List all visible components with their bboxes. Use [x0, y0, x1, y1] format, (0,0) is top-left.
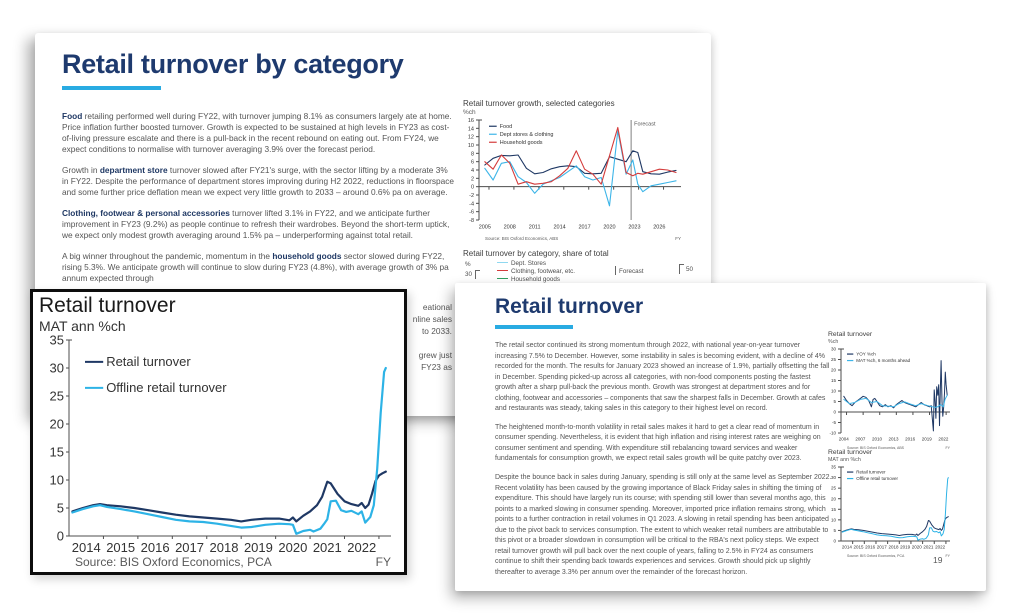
- svg-text:Retail turnover: Retail turnover: [106, 354, 191, 369]
- svg-text:-5: -5: [831, 420, 836, 426]
- svg-text:2022: 2022: [938, 436, 949, 442]
- svg-text:5: 5: [833, 528, 836, 534]
- y-tick: 30: [465, 271, 473, 278]
- paragraph-clothing: Clothing, footwear & personal accessories turnover lifted 3.1% in FY22, and we anticipate further improvement in FY23 (9.2%) as people continue to refresh their wardrobes. Beyond the short-term uptick, we expect only modest growth averaging around 1.5% pa – underperforming against total retail.: [62, 208, 450, 240]
- svg-text:2017: 2017: [175, 540, 204, 555]
- legend-item: Dept. Stores: [497, 260, 575, 268]
- svg-text:0: 0: [470, 184, 474, 191]
- svg-text:2021: 2021: [312, 540, 342, 555]
- svg-text:2014: 2014: [71, 540, 101, 555]
- title-underline: [62, 86, 161, 90]
- svg-text:Source: BIS Oxford Economics,: Source: BIS Oxford Economics, PCA: [847, 554, 905, 558]
- svg-text:15: 15: [830, 506, 836, 512]
- svg-text:14: 14: [467, 126, 474, 133]
- svg-text:FY: FY: [375, 555, 391, 568]
- paragraph: The retail sector continued its strong momentum through 2022, with national year-on-year turnover increasing 7.5% to December. However, some instability in sales is becoming evident, with a decline of 4% recorded for the month. The results for January 2023 showed an increase of 1.9%, partially offsetting the fall in December. Spending picked-up across all categories, with non-food components posting the fastest growth after a sharp pull-back the previous month. Growth was strongest at department stores and for clothing, footwear and accessories – components that saw the sharpest falls in December. Growth at cafes and restaurants was steady, taking sales in this category to their highest level on record.: [495, 342, 830, 413]
- svg-text:2008: 2008: [503, 224, 516, 231]
- svg-text:8: 8: [470, 151, 474, 158]
- paragraph: Despite the bounce back in sales during January, spending is still only at the same level as September 2022. Recent volatility has been caused by the growing importance of Black Friday sales in shifting the timing of expenditure. This should have largely run its course; with spending still lower than several months ago, this points to a marked slowing in consumer spending. Moreover, imported price inflation remains strong, which points to a further contraction in retail volumes in Q1 2023. A slowing in retail spending has been anticipated due to the pivot back to services consumption. The extent to which weaker retail numbers are attributable to this pivot or a broader slowdown in consumption will be critical to the RBA's next policy steps. We expect retail turnover growth will pull back over the next couple of years, falling to 2.5% in FY24 as consumers continue to shift their spending back towards experiences and services. Growth should pick up slightly thereafter to average 3.3% per annum over the remainder of the forecast horizon.: [495, 474, 832, 576]
- svg-text:2011: 2011: [528, 224, 541, 231]
- svg-text:-8: -8: [469, 217, 474, 224]
- svg-text:2015: 2015: [106, 540, 136, 555]
- svg-text:2014: 2014: [553, 224, 566, 231]
- svg-text:2: 2: [470, 176, 474, 183]
- svg-text:-2: -2: [469, 192, 474, 199]
- svg-text:2022: 2022: [935, 544, 946, 550]
- chart-retail-turnover-mat: [828, 449, 964, 559]
- right-axis-tick: 50: [679, 264, 693, 274]
- chart-y-unit: MAT ann %ch: [39, 318, 126, 334]
- svg-text:4: 4: [470, 167, 474, 174]
- y-unit: %: [465, 261, 471, 268]
- svg-text:Source: BIS Oxford Economics,: Source: BIS Oxford Economics, ABS: [485, 236, 559, 241]
- svg-text:25: 25: [49, 388, 64, 404]
- svg-text:Offline retail turnover: Offline retail turnover: [106, 380, 227, 395]
- svg-text:2014: 2014: [841, 544, 852, 550]
- svg-text:10: 10: [830, 517, 836, 523]
- svg-text:2017: 2017: [578, 224, 591, 231]
- text-fragment: eational: [422, 302, 452, 312]
- svg-text:35: 35: [830, 464, 836, 470]
- svg-text:0: 0: [56, 528, 64, 544]
- svg-text:2020: 2020: [603, 224, 616, 231]
- chart-title: Retail turnover by category, share of total: [463, 249, 609, 258]
- chart-title: Retail turnover: [39, 294, 176, 317]
- svg-text:2020: 2020: [911, 544, 922, 550]
- page-retail-turnover: [455, 283, 986, 591]
- svg-text:25: 25: [830, 357, 836, 363]
- svg-text:10: 10: [467, 142, 474, 149]
- svg-text:Offline retail turnover: Offline retail turnover: [856, 476, 898, 481]
- text-fragment: to 2033.: [422, 326, 452, 337]
- svg-text:25: 25: [830, 485, 836, 491]
- chart-retail-turnover-growth-selected-categories: [463, 99, 705, 242]
- chart-y-unit: %ch: [828, 339, 839, 345]
- body-text: [62, 111, 454, 294]
- svg-text:35: 35: [49, 334, 64, 348]
- legend-item: Household goods: [497, 276, 575, 284]
- axis-cap-icon: [475, 270, 480, 279]
- chart-retail-turnover-yoy: [828, 331, 964, 451]
- chart-y-unit: %ch: [463, 109, 476, 116]
- svg-text:Food: Food: [499, 124, 513, 130]
- chart-legend: [497, 260, 575, 284]
- forecast-line-icon: [615, 266, 616, 275]
- svg-text:30: 30: [830, 346, 836, 352]
- svg-text:2019: 2019: [243, 540, 273, 555]
- svg-text:15: 15: [830, 378, 836, 384]
- svg-text:2007: 2007: [855, 436, 866, 442]
- svg-text:2010: 2010: [871, 436, 882, 442]
- svg-text:FY: FY: [945, 446, 950, 450]
- enlarged-chart-panel: [30, 289, 407, 575]
- svg-text:2019: 2019: [921, 436, 932, 442]
- line-chart-enlarged: [33, 334, 401, 568]
- svg-text:5: 5: [833, 399, 836, 405]
- svg-text:2018: 2018: [888, 544, 899, 550]
- paragraph-household-goods: A big winner throughout the pandemic, momentum in the household goods sector slowed during FY22, rising 5.3%. We anticipate growth will continue to slow during FY23 (4.8%), with average growth of 3% pa annum expected through: [62, 251, 449, 283]
- chart-title: Retail turnover: [828, 449, 873, 456]
- legend-swatch-icon: [497, 278, 508, 279]
- svg-text:10: 10: [830, 388, 836, 394]
- svg-text:2018: 2018: [209, 540, 239, 555]
- body-text: [495, 341, 832, 586]
- text-fragment: nline sales: [412, 314, 452, 325]
- paragraph: The heightened month-to-month volatility in retail sales makes it hard to get a clear read of momentum in consumer spending. Nevertheless, it is evident that high inflation and rising interest rates are weighing on consumer sentiment and spending. With expenditure still rebalancing toward services and weaker fundamentals for consumption growth, we expect retail sales growth will be quite patchy over 2023.: [495, 423, 821, 463]
- legend-item: Clothing, footwear, etc.: [497, 268, 575, 276]
- text-fragment: FY23 as: [421, 361, 452, 372]
- line-chart: [828, 345, 958, 451]
- svg-text:2019: 2019: [900, 544, 911, 550]
- svg-text:6: 6: [470, 159, 474, 166]
- svg-text:2015: 2015: [853, 544, 864, 550]
- svg-text:Retail turnover: Retail turnover: [856, 469, 886, 475]
- chart-title: Retail turnover growth, selected categories: [463, 99, 615, 108]
- svg-text:-4: -4: [469, 201, 474, 208]
- svg-text:10: 10: [49, 472, 64, 488]
- svg-text:FY: FY: [675, 236, 681, 241]
- svg-text:Dept stores & clothing: Dept stores & clothing: [499, 132, 554, 138]
- svg-text:15: 15: [49, 444, 64, 460]
- line-chart: [828, 463, 958, 559]
- text-fragment: grew just: [418, 349, 452, 360]
- svg-text:20: 20: [830, 367, 836, 373]
- svg-text:20: 20: [49, 416, 64, 432]
- svg-text:-6: -6: [469, 209, 474, 216]
- svg-text:2022: 2022: [347, 540, 377, 555]
- svg-text:30: 30: [49, 360, 64, 376]
- svg-text:2005: 2005: [478, 224, 491, 231]
- page-title: Retail turnover: [495, 295, 644, 318]
- legend-swatch-icon: [497, 270, 508, 271]
- page-number: 19: [933, 555, 943, 565]
- svg-text:2021: 2021: [923, 544, 934, 550]
- svg-text:2004: 2004: [838, 436, 849, 442]
- svg-text:2013: 2013: [888, 436, 899, 442]
- svg-text:MAT %ch, 6 months ahead: MAT %ch, 6 months ahead: [856, 358, 911, 363]
- line-chart: [463, 116, 695, 242]
- legend-swatch-icon: [497, 262, 508, 263]
- svg-text:Household goods: Household goods: [499, 140, 543, 146]
- chart-title: Retail turnover: [828, 331, 873, 338]
- svg-text:2016: 2016: [865, 544, 876, 550]
- svg-text:0: 0: [833, 409, 836, 415]
- svg-text:16: 16: [467, 117, 474, 124]
- svg-text:2026: 2026: [653, 224, 666, 231]
- svg-text:YOY %ch: YOY %ch: [856, 351, 876, 357]
- title-underline: [495, 325, 573, 329]
- paragraph-department-store: Growth in department store turnover slowed after FY21's surge, with the sector lifting by a moderate 3% in FY22. Despite the performance of department stores improving during H2 2022, reductions in floorspace and some further price deflation mean we expect very little growth to 2033 – around 0.6% pa on average.: [62, 165, 455, 197]
- page-title: Retail turnover by category: [62, 49, 404, 79]
- axis-cap-icon: [679, 264, 684, 274]
- forecast-label: Forecast: [615, 266, 644, 275]
- svg-text:2023: 2023: [628, 224, 641, 231]
- y-axis-label: [465, 261, 491, 279]
- svg-text:2016: 2016: [905, 436, 916, 442]
- svg-text:2016: 2016: [140, 540, 170, 555]
- svg-text:2020: 2020: [278, 540, 308, 555]
- svg-text:Source: BIS Oxford Economics,: Source: BIS Oxford Economics, ABS: [847, 446, 904, 450]
- svg-text:5: 5: [56, 500, 64, 516]
- paragraph-food: Food retailing performed well during FY22, with turnover jumping 8.1% as consumers largely ate at home. Price inflation further boosted turnover. Growth is expected to be sustained at high levels in FY23 as cost-of-living pressure escalate and there is a pull-back in the recent rebound on eating out. From FY24, we expect conditions to normalise with turnover averaging 3.9% over the forecast period.: [62, 111, 452, 154]
- svg-text:-10: -10: [829, 430, 836, 436]
- svg-text:30: 30: [830, 475, 836, 481]
- svg-text:12: 12: [467, 134, 474, 141]
- svg-text:2017: 2017: [876, 544, 887, 550]
- svg-text:20: 20: [830, 496, 836, 502]
- svg-text:Source: BIS Oxford Economics,: Source: BIS Oxford Economics, PCA: [75, 555, 272, 568]
- svg-text:Forecast: Forecast: [634, 121, 656, 128]
- svg-text:0: 0: [833, 538, 836, 544]
- chart-y-unit: MAT ann %ch: [828, 457, 861, 463]
- svg-text:FY: FY: [945, 554, 950, 558]
